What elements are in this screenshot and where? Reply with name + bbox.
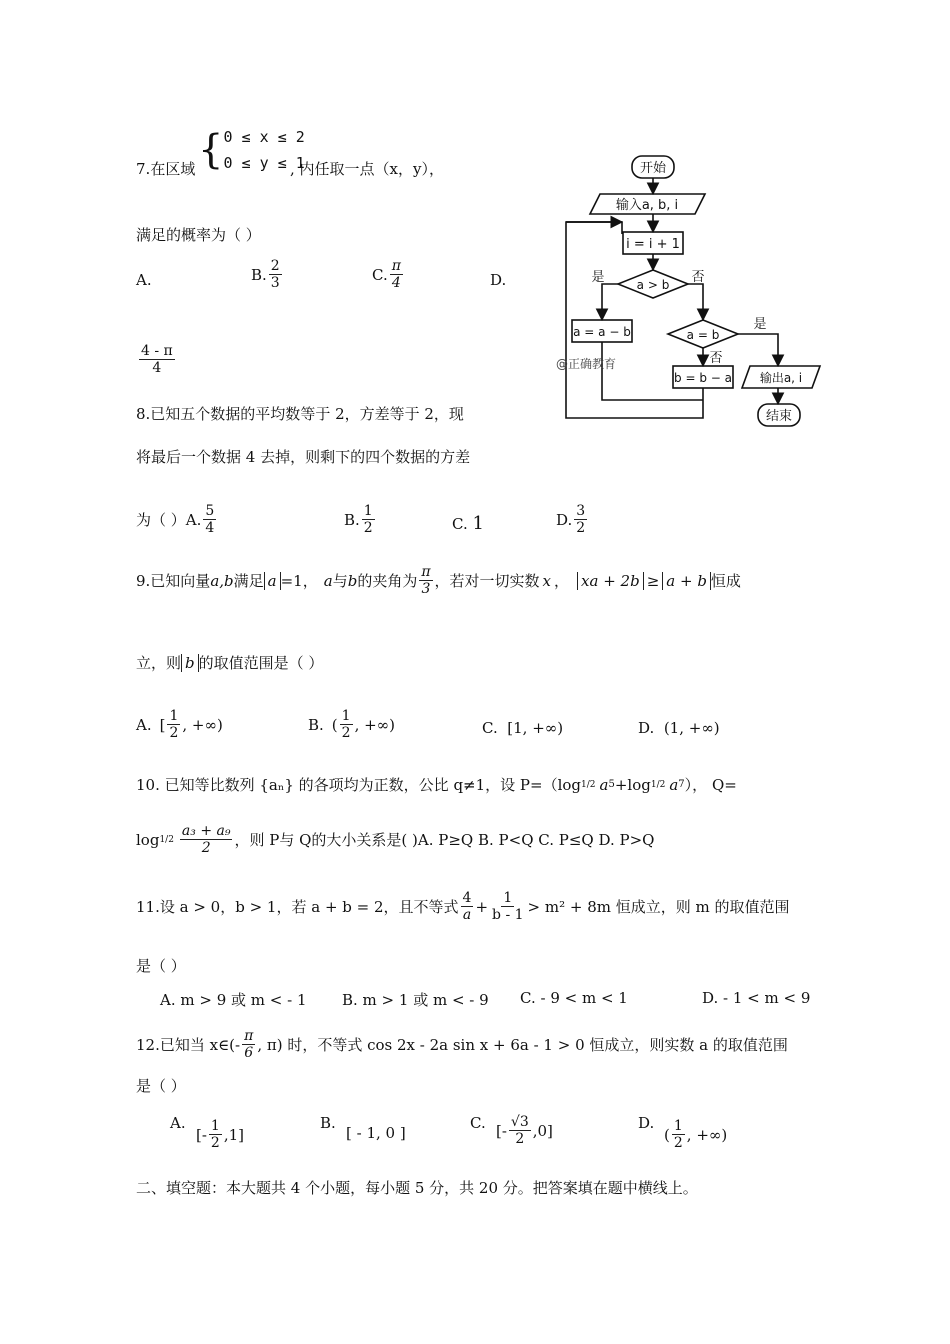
q8-option-d: D. $\frac{3}{2}$ <box>556 503 586 537</box>
q12-line2: 是（ ） <box>136 1077 186 1095</box>
flow-start-label: 开始 <box>639 161 667 176</box>
q11-line2: 是（ ） <box>136 957 186 975</box>
watermark: @正确教育 <box>556 357 617 371</box>
flow-increment-label: i = i + 1 <box>626 237 680 252</box>
q9-option-b: B. ( $\frac{1}{2}$ , +∞) <box>308 708 396 742</box>
flow-input-label: 输入a, b, i <box>615 198 679 213</box>
q12-option-b-value: [ - 1, 0 ] <box>346 1124 406 1142</box>
q8-option-c: C. 1 <box>452 513 484 534</box>
q7-region-system <box>198 124 305 177</box>
q12-option-b-label: B. <box>320 1114 336 1132</box>
flow-condition2-label: a = b <box>686 328 720 342</box>
q12-option-a-value: [- $\frac{1}{2}$ ,1] <box>196 1118 245 1152</box>
section-2-heading: 二、填空题：本大题共 4 个小题，每小题 5 分，共 20 分。把答案填在题中横线上。 <box>136 1179 698 1197</box>
left-brace: { <box>198 127 224 174</box>
flow-no1-label: 否 <box>691 270 705 285</box>
flow-condition1-label: a > b <box>636 278 670 292</box>
flowchart <box>550 150 830 430</box>
q9-line2: 立，则 b 的取值范围是（ ） <box>136 653 324 672</box>
q12-option-a-label: A. <box>170 1114 186 1132</box>
flow-subtract-a-label: a = a − b <box>573 325 631 339</box>
flow-yes1-label: 是 <box>591 270 605 285</box>
q12-option-d-label: D. <box>638 1114 655 1132</box>
flow-end-label: 结束 <box>765 409 793 424</box>
q9-option-a: A. [ $\frac{1}{2}$ , +∞) <box>136 708 223 742</box>
q9-option-d: D. (1, +∞) <box>638 719 720 737</box>
q7-stem-end: , 内任取一点（x，y）， <box>290 160 444 178</box>
q10-stem: 10. 已知等比数列 {aₙ} 的各项均为正数，公比 q≠1，设 P=（ log 1/2 a 5 + log 1/2 a 7 ）， Q= <box>136 775 737 794</box>
q8-line2: 将最后一个数据 4 去掉，则剩下的四个数据的方差 <box>136 448 471 466</box>
q11-option-d: D. - 1 < m < 9 <box>702 989 811 1007</box>
q8-line1: 8.已知五个数据的平均数等于 2，方差等于 2，现 <box>136 405 464 423</box>
q7-option-a: A. <box>136 271 152 289</box>
q8-option-b: B. $\frac{1}{2}$ <box>344 503 373 537</box>
q11-stem: 11.设 a > 0，b > 1，若 a + b = 2，且不等式 $\frac{4}{a}$ + $\frac{1}{b - 1}$ > m² + 8m 恒成立，则 m 的取值范围 <box>136 890 790 924</box>
q11-option-a: A. m > 9 或 m < - 1 <box>160 991 307 1009</box>
q11-option-b: B. m > 1 或 m < - 9 <box>342 991 489 1009</box>
q7-line2: 满足的概率为（ ） <box>136 226 261 244</box>
q7-option-c: C. $\frac{\pi}{4}$ <box>372 258 401 292</box>
flow-no2-label: 否 <box>709 351 723 366</box>
q12-option-c-value: [- $\frac{√3}{2}$ ,0] <box>496 1114 553 1148</box>
q12-option-d-value: ( $\frac{1}{2}$ , +∞) <box>664 1118 728 1152</box>
q7-option-d: D. <box>490 271 507 289</box>
q9-option-c: C. [1, +∞) <box>482 719 564 737</box>
q8-option-a: 为（ ）A. $\frac{5}{4}$ <box>136 503 215 537</box>
q7-inequality-y: 0 ≤ y ≤ 1 <box>223 154 305 173</box>
q7-inequality-x: 0 ≤ x ≤ 2 <box>223 128 305 146</box>
q9-stem: 9.已知向量 a,b 满足 a =1， a 与 b 的夹角为 $\frac{\pi}{3}$ ，若对一切实数 x ， xa + 2b ≥ a + b 恒成 <box>136 564 741 598</box>
flow-yes2-label: 是 <box>753 317 767 332</box>
q12-option-c-label: C. <box>470 1114 486 1132</box>
q7-stem: 7.在区域 <box>136 160 196 178</box>
flow-subtract-b-label: b = b − a <box>674 371 732 385</box>
q12-stem: 12.已知当 x∈(- $\frac{\pi}{6}$ , π) 时，不等式 cos 2x - 2a sin x + 6a - 1 > 0 恒成立，则实数 a 的取值范围 <box>136 1028 788 1062</box>
q7-option-b: B. $\frac{2}{3}$ <box>251 258 280 292</box>
q7-option-d-value: $\frac{4 - \pi}{4}$ <box>141 343 173 377</box>
q11-option-c: C. - 9 < m < 1 <box>520 989 628 1007</box>
flow-output-label: 输出a, i <box>759 371 803 385</box>
q10-line2: log 1/2 $\frac{\text{a₃ + a₉}}{2}$ ，则 P与 Q的大小关系是( )A. P≥Q B. P<Q C. P≤Q D. P>Q <box>136 823 655 857</box>
